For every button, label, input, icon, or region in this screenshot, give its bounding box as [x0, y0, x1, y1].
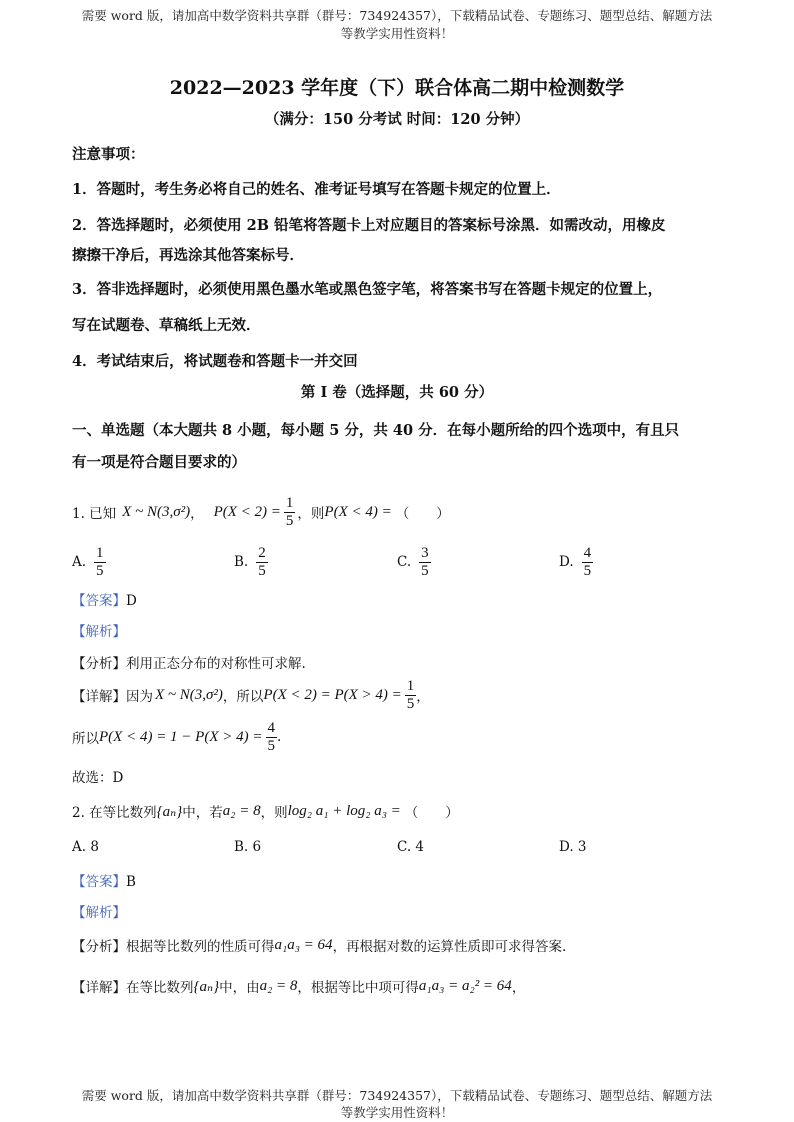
q1-comma: ， — [190, 506, 204, 522]
option-fraction — [256, 545, 268, 580]
q2-detail — [72, 974, 525, 998]
q2-fenxi — [72, 933, 566, 957]
exam-subtitle: （满分：150 分考试 时间：120 分钟） — [264, 111, 530, 128]
detail-end: ， — [416, 689, 430, 705]
section-heading-b: 有一项是符合题目要求的） — [72, 454, 246, 471]
q1-distribution: X ~ N(3,σ²) — [122, 503, 191, 520]
conclusion-fraction — [266, 720, 278, 755]
fenxi-prefix: 【分析】根据等比数列的性质可得 — [72, 939, 275, 955]
q1-option-d — [559, 542, 593, 582]
q2-option-d: D. 3 — [559, 839, 587, 855]
q2-option-b: B. 6 — [234, 839, 262, 855]
fraction-denominator: 5 — [285, 512, 294, 529]
fraction-numerator: 1 — [406, 677, 415, 694]
q2-sequence: {aₙ} — [156, 803, 183, 820]
fraction-denominator: 5 — [406, 695, 415, 712]
section-heading-a: 一、单选题（本大题共 8 小题，每小题 5 分，共 40 分．在每小题所给的四个选项中，有且只 — [72, 422, 680, 439]
fraction-numerator: 4 — [583, 544, 592, 561]
answer-tag: 【答案】 — [72, 593, 126, 609]
fraction-denominator: 5 — [583, 562, 592, 579]
detail-end: ， — [511, 980, 526, 996]
q1-option-a — [72, 542, 106, 582]
q1-option-b — [234, 542, 268, 582]
option-fraction — [94, 545, 106, 580]
q2-prefix: 2. 在等比数列 — [72, 805, 157, 821]
q2-option-a: A. 8 — [72, 839, 99, 855]
q2-mid: 中，若 — [182, 805, 223, 821]
detail-sequence: {aₙ} — [193, 978, 220, 995]
page-footer-line2: 等教学实用性资料！ — [340, 1105, 454, 1120]
detail-prefix: 【详解】因为 — [72, 689, 153, 705]
q2-answer — [72, 870, 136, 890]
option-label: C. — [397, 554, 412, 570]
q1-conclusion — [72, 716, 281, 758]
fraction-denominator: 5 — [267, 737, 275, 754]
option-label: B. — [234, 554, 249, 570]
option-fraction — [582, 545, 594, 580]
q1-ask: P(X < 4) = — [324, 503, 392, 520]
q1-option-c — [397, 542, 431, 582]
detail-equation: a₁a₃ = a₂² = 64 — [418, 977, 512, 994]
fraction-denominator: 5 — [258, 562, 266, 579]
fraction-numerator: 3 — [421, 544, 429, 561]
notice-item-2a: 2．答选择题时，必须使用 2B 铅笔将答题卡上对应题目的答案标号涂黑．如需改动，用橡皮 — [72, 217, 666, 234]
page-header-line2: 等教学实用性资料！ — [340, 26, 454, 41]
conclusion-equation: P(X < 4) = 1 − P(X > 4) = — [99, 728, 263, 745]
notice-item-3b: 写在试题卷、草稿纸上无效． — [72, 317, 261, 334]
page-header-line1: 需要 word 版，请加高中数学资料共享群（群号：734924357），下载精品试卷、专题练习、题型总结、解题方法 — [81, 8, 713, 23]
fraction-numerator: 4 — [267, 719, 275, 736]
exam-title: 2022—2023 学年度（下）联合体高二期中检测数学 — [169, 77, 625, 99]
detail-equation: P(X < 2) = P(X > 4) = — [263, 686, 402, 703]
fraction-numerator: 2 — [258, 544, 266, 561]
q2-option-c: C. 4 — [397, 839, 425, 855]
detail-fraction — [405, 678, 417, 713]
q2-given: a₂ = 8 — [222, 802, 261, 819]
fraction-numerator: 1 — [285, 494, 294, 511]
option-label: A. — [72, 554, 87, 570]
detail-given: a₂ = 8 — [259, 977, 298, 994]
detail-prefix: 【详解】在等比数列 — [72, 980, 194, 996]
notice-item-2b: 擦擦干净后，再选涂其他答案标号． — [72, 247, 304, 264]
notice-item-4: 4．考试结束后，将试题卷和答题卡一并交回 — [72, 353, 358, 370]
q2-ask: log₂ a₁ + log₂ a₃ = — [287, 802, 401, 819]
answer-tag: 【答案】 — [72, 874, 126, 890]
detail-distribution: X ~ N(3,σ²) — [155, 686, 223, 703]
q1-detail — [72, 674, 430, 716]
q1-prefix: 1. 已知 — [72, 506, 117, 522]
answer-value: D — [126, 593, 137, 609]
q1-answer — [72, 589, 137, 609]
option-fraction — [419, 545, 431, 580]
q2-paren: （ ） — [404, 805, 459, 821]
q1-paren: （ ） — [395, 506, 450, 522]
notice-item-3a: 3．答非选择题时，必须使用黑色墨水笔或黑色签字笔，将答案书写在答题卡规定的位置上， — [72, 281, 663, 298]
conclusion-prefix: 所以 — [72, 731, 99, 747]
q1-condition: P(X < 2) = — [213, 503, 281, 520]
q1-choice: 故选：D — [72, 770, 124, 786]
q1-fenxi: 【分析】利用正态分布的对称性可求解. — [72, 656, 306, 672]
page-footer-line1: 需要 word 版，请加高中数学资料共享群（群号：734924357），下载精品试卷、专题练习、题型总结、解题方法 — [81, 1088, 713, 1103]
notice-heading: 注意事项： — [72, 146, 145, 163]
fenxi-equation: a₁a₃ = 64 — [274, 936, 333, 953]
option-label: D. — [559, 554, 574, 570]
answer-value: B — [126, 874, 136, 890]
detail-mid1: 中，由 — [219, 980, 260, 996]
fenxi-suffix: ，再根据对数的运算性质即可求得答案. — [332, 939, 567, 955]
conclusion-end: . — [277, 729, 282, 745]
q2-analysis-tag: 【解析】 — [72, 905, 126, 921]
q1-condition-fraction — [284, 495, 296, 530]
part1-heading: 第 I 卷（选择题，共 60 分） — [300, 384, 494, 401]
q2-then: ，则 — [260, 805, 288, 821]
notice-item-1: 1．答题时，考生务必将自己的姓名、准考证号填写在答题卡规定的位置上． — [72, 181, 561, 198]
question-2-stem — [72, 799, 459, 823]
question-1-stem — [72, 490, 450, 534]
detail-mid2: ，根据等比中项可得 — [297, 980, 419, 996]
fraction-numerator: 1 — [96, 544, 104, 561]
q1-analysis-tag: 【解析】 — [72, 624, 126, 640]
q1-then: ，则 — [297, 506, 325, 522]
fraction-denominator: 5 — [421, 562, 429, 579]
detail-mid: ，所以 — [222, 689, 264, 705]
fraction-denominator: 5 — [96, 562, 104, 579]
